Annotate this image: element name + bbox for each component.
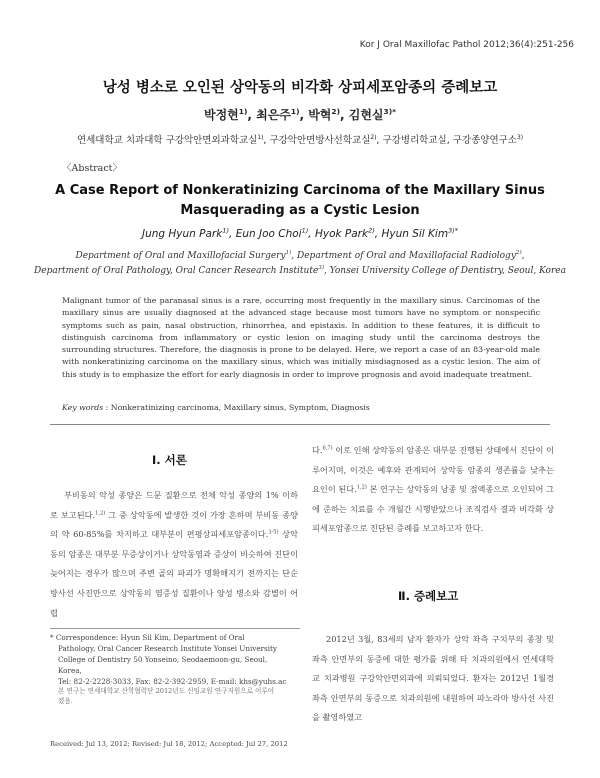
- english-title-line: A Case Report of Nonkeratinizing Carcinoma of the Maxillary Sinus: [55, 183, 545, 198]
- author-name: 박정현: [204, 108, 239, 122]
- author-superscript: 3)*: [383, 107, 396, 116]
- english-title-line: Masquerading as a Cystic Lesion: [180, 203, 420, 218]
- abstract-body: Malignant tumor of the paranasal sinus is a rare, occurring most frequently in the maxillary sinus. Carcinomas of the maxillary sinus are usually diagnosed at the advanced stage because most tumors have no symptom or nonspecific symptoms such as pain, nasal obstruction, rhinorrhea, and epistaxis. In addition to these features, it is difficult to distinguish carcinoma from inflammatory or cystic lesion on imaging study until the carcinoma destroys the surrounding structures. Therefore, the diagnosis is prone to be delayed. Here, we report a case of an 83-year-old male with nonkeratinizing carcinoma on the maxillary sinus, which was initially misdiagnosed as a cystic lesion. The aim of this study is to emphasize the effort for early diagnosis in order to improve prognosis and avoid inadequate treatment.: [62, 296, 540, 379]
- author-superscript: 2): [331, 107, 340, 116]
- contact-info: Tel: 82-2-2228-3033, Fax: 82-2-392-2959, E-mail: khs@yuhs.ac: [58, 677, 287, 686]
- section-divider: [50, 424, 550, 425]
- citation: 1,2): [95, 509, 106, 516]
- english-title: [0, 181, 600, 221]
- korean-authors: 박정현$^{1)}$, 최은주$^{1)}$, 박혁$^{2)}$, 김현실$^{3)*}$: [204, 107, 396, 122]
- korean-affiliations: 연세대학교 치과대학 구강악안면외과학교실$^{1)}$, 구강악안면방사선학교실$^{2)}$, 구강병리학교실, 구강종양연구소$^{3)}$: [76, 134, 524, 146]
- abstract-label: 〈Abstract〉: [62, 163, 122, 174]
- introduction-continued-paragraph: 다.$^{6,7)}$ 이로 인해 상악동의 암종은 대부분 진행된 상태에서 진단이 이루어지며, 이것은 예후와 관계되어 상악동 암종의 생존률을 낮추는 요인이 된다.$^{1,2)}$ 본 연구는 상악동의 낭종 및 점액종으로 오인되어 그에 준하는 치료를 수 개월간 시행받았으나 조직검사 결과 비각화 상피세포암종으로 진단된 증례를 보고하고자 한다.: [312, 445, 554, 534]
- english-affiliations: [30, 249, 570, 279]
- author-name: Hyok Park: [314, 228, 369, 240]
- author-name: 박혁: [308, 108, 332, 122]
- korean-title: 낭성 병소로 오인된 상악동의 비각화 상피세포암종의 증례보고: [102, 80, 498, 96]
- case-report-paragraph: 2012년 3월, 83세의 남자 환자가 상악 좌측 구치부의 종창 및 좌측 안면부의 동증에 대한 평가를 위해 타 치과의원에서 연세대학교 치과병원 구강악안면외과에 의뢰되었다. 환자는 2012년 1월경 좌측 안면부의 동증으로 치과의원에 내원하여 파노라마 방사선 사진을 촬영하였고: [312, 634, 554, 723]
- footnote-divider: [50, 628, 300, 629]
- keywords-label: Key words: [62, 403, 104, 412]
- correspondence-footnote: * Correspondence: Hyun Sil Kim, Department of Oral Pathology, Oral Cancer Research Institute Yonsei University College of Dentistry 50 Yonseino, Seodaemoon-gu, Seoul, Korea, Tel: 82-2-2228-3033, Fax: 82-2-392-2959, E-mail: khs@yuhs.ac 본 연구는 연세대학교 산학협력단 2012년도 신임교원 연구지원으로 이루어 졌음.: [50, 632, 300, 707]
- footnote-label: * Correspondence:: [50, 633, 121, 642]
- author-name: Jung Hyun Park: [142, 228, 223, 240]
- citation: 1,2): [356, 484, 367, 491]
- affiliation-line: Department of Oral and Maxillofacial Surgery$^{1)}$, Department of Oral and Maxillofacial Radiology$^{2)}$,: [75, 250, 525, 261]
- affiliation: 연세대학교 치과대학 구강악안면외과학교실: [76, 135, 258, 146]
- author-name: Eun Joo Choi: [235, 228, 302, 240]
- funding-note: 본 연구는 연세대학교 산학협력단 2012년도 신임교원 연구지원으로 이루어: [58, 687, 275, 695]
- author-name: 최은주: [256, 108, 291, 122]
- journal-reference: Kor J Oral Maxillofac Pathol 2012;36(4):251-256: [359, 40, 574, 50]
- citation: 6,7): [322, 445, 333, 452]
- article-dates: Received: Jul 13, 2012; Revised: Jul 18, 2012; Accepted: Jul 27, 2012: [50, 740, 288, 748]
- affiliation-line: Department of Oral Pathology, Oral Cancer Research Institute$^{3)}$, Yonsei University College of Dentistry, Seoul, Korea: [34, 265, 566, 276]
- author-name: 김현실: [348, 108, 384, 122]
- affiliation: 구강병리학교실, 구강종양연구소: [382, 135, 517, 146]
- keywords: [62, 403, 540, 412]
- author-superscript: 1): [290, 107, 300, 116]
- author-superscript: 1): [238, 107, 248, 116]
- section-heading-introduction: Ⅰ. 서론: [152, 453, 187, 467]
- english-authors: Jung Hyun Park$^{1)}$, Eun Joo Choi$^{1)}$, Hyok Park$^{2)}$, Hyun Sil Kim$^{3)*}$: [142, 226, 458, 240]
- affiliation: 구강악안면방사선학교실: [269, 135, 371, 146]
- author-name: Hyun Sil Kim: [381, 228, 449, 240]
- keywords-text: : Nonkeratinizing carcinoma, Maxillary sinus, Symptom, Diagnosis: [103, 403, 370, 412]
- citation: 3-5): [268, 529, 279, 536]
- introduction-paragraph: 부비동의 악성 종양은 드문 질환으로 전체 악성 종양의 1% 이하로 보고된다.$^{1,2)}$ 그 중 상악동에 발생한 것이 가장 흔하며 부비동 종양의 약 60-85%를 차지하고 대부분이 편평상피세포암종이다.$^{3-5)}$ 상악동의 암종은 대부분 무증상이거나 상악동염과 증상이 비슷하여 진단이 늦어지는 경우가 많으며 주변 골의 파괴가 명확해지기 전까지는 단순 방사선 사진만으로 상악동의 염증성 질환이나 양성 병소와 감별이 어렵: [50, 490, 299, 618]
- section-heading-case-report: Ⅱ. 증례보고: [398, 589, 459, 603]
